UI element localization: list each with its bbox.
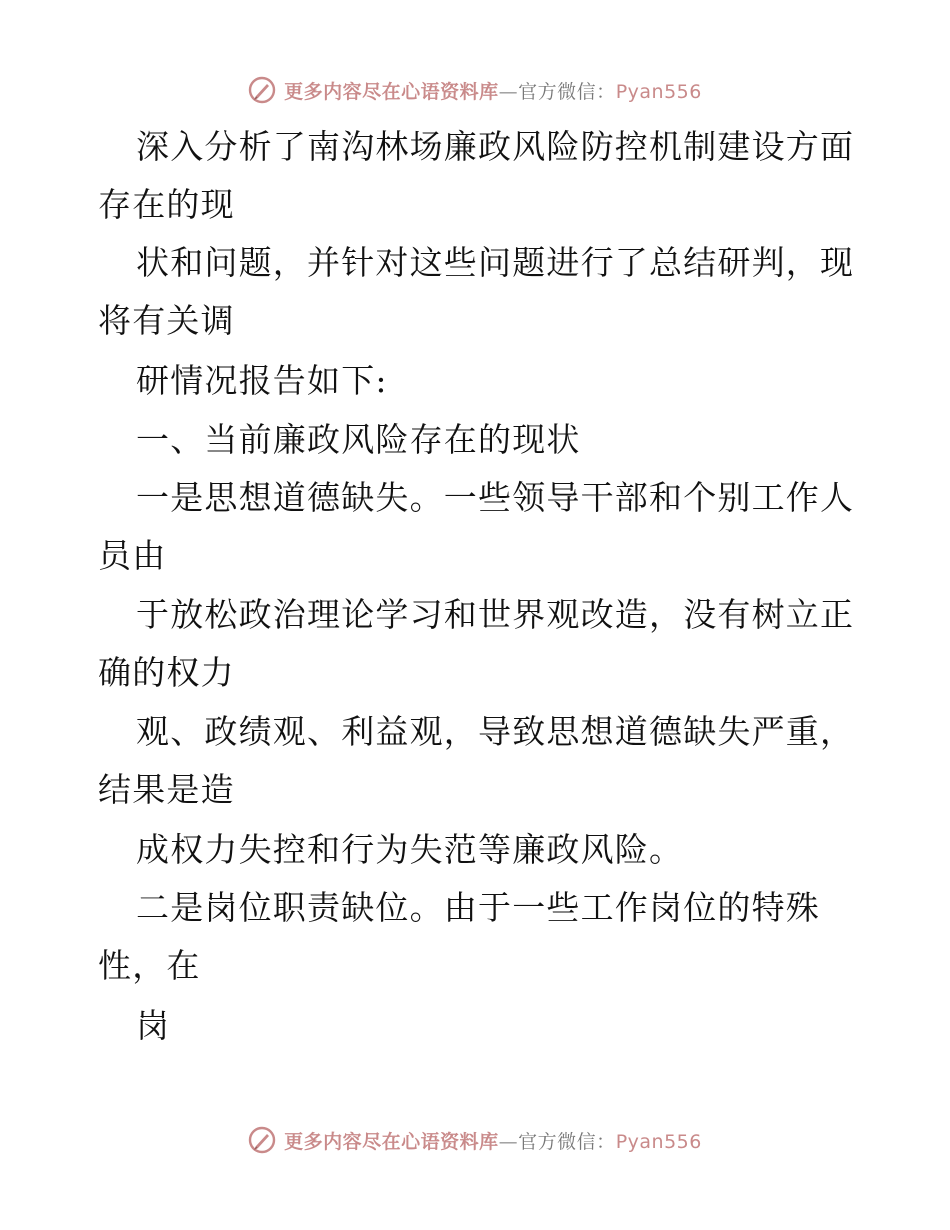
- header-brand: 更多内容尽在心语资料库: [284, 80, 499, 103]
- body-line: 岗: [136, 1006, 171, 1045]
- footer-watermark: [0, 1120, 950, 1160]
- body-line: 一是思想道德缺失。一些领导干部和个别工作人: [136, 478, 855, 517]
- header-handle: Pyan556: [615, 80, 702, 103]
- pen-logo-icon: [248, 1126, 276, 1154]
- header-separator: —: [498, 80, 519, 103]
- pen-logo-icon: [248, 76, 276, 104]
- body-line: 将有关调: [98, 301, 235, 340]
- body-line: 结果是造: [98, 770, 235, 809]
- header-label: 官方微信：: [518, 80, 616, 103]
- body-line: 员由: [98, 536, 167, 575]
- footer-separator: —: [498, 1130, 519, 1153]
- body-line: 性，在: [98, 946, 201, 985]
- body-line: 二是岗位职责缺位。由于一些工作岗位的特殊: [136, 888, 820, 927]
- footer-handle: Pyan556: [615, 1130, 702, 1153]
- body-line: 确的权力: [98, 653, 235, 692]
- footer-brand: 更多内容尽在心语资料库: [284, 1130, 499, 1153]
- header-watermark: [0, 70, 950, 110]
- body-line: 成权力失控和行为失范等廉政风险。: [136, 830, 684, 869]
- body-line: 观、政绩观、利益观，导致思想道德缺失严重，: [136, 712, 855, 751]
- body-line: 于放松政治理论学习和世界观改造，没有树立正: [136, 595, 855, 634]
- section-heading: 一、当前廉政风险存在的现状: [136, 420, 581, 459]
- body-line: 深入分析了南沟林场廉政风险防控机制建设方面: [136, 127, 855, 166]
- body-line: 研情况报告如下:: [136, 361, 388, 400]
- footer-text: [284, 1127, 702, 1154]
- header-text: [284, 77, 702, 104]
- footer-label: 官方微信：: [518, 1130, 616, 1153]
- body-line: 状和问题，并针对这些问题进行了总结研判，现: [136, 243, 855, 282]
- body-line: 存在的现: [98, 185, 235, 224]
